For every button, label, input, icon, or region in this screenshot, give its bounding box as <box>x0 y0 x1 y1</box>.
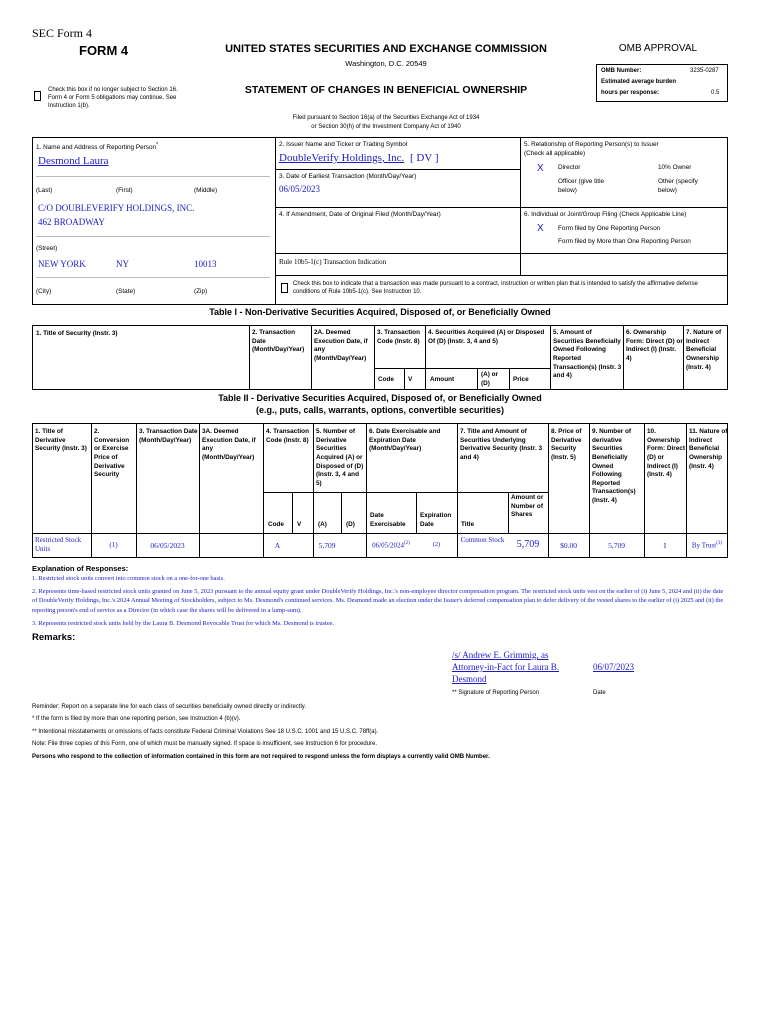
box1-label: 1. Name and Address of Reporting Person* <box>36 142 159 152</box>
one-person-check[interactable]: X <box>537 223 544 234</box>
t1-col2a: 2A. Deemed Execution Date, if any (Month/Day/Year) <box>314 329 368 362</box>
omb-number-value: 3235-0287 <box>690 68 719 74</box>
footer-note: Note: File three copies of this Form, one of which must be manually signed. If space is insufficient, see Instruction 6 for procedure. <box>32 741 378 747</box>
multi-person-label: Form filed by More than One Reporting Person <box>558 238 691 245</box>
t1-sub-v: V <box>408 376 413 383</box>
rule-10b5-label: Rule 10b5-1(c) Transaction Indication <box>279 258 387 266</box>
signature-line1: /s/ Andrew E. Grimmig, as <box>452 650 549 660</box>
director-check[interactable]: X <box>537 163 544 174</box>
t1-col1: 1. Title of Security (Instr. 3) <box>36 330 118 337</box>
omb-burden-label: Estimated average burden <box>601 79 677 85</box>
signature-line2: Attorney-in-Fact for Laura B. <box>452 662 559 672</box>
t2-sub-exercisable: Date Exercisable <box>370 512 406 528</box>
other-label: Other (specify below) <box>658 178 698 194</box>
t2-row-form: I <box>663 541 667 550</box>
section16-checkbox[interactable] <box>34 91 41 101</box>
t2-row-date: 06/05/2023 <box>150 541 185 550</box>
remarks-title: Remarks: <box>32 632 76 643</box>
commission-location: Washington, D.C. 20549 <box>345 59 427 68</box>
t1-col6: 6. Ownership Form: Direct (D) or Indirect (I) (Instr. 4) <box>626 329 683 362</box>
signature-line3: Desmond <box>452 674 487 684</box>
omb-number-label: OMB Number: <box>601 68 642 74</box>
issuer-ticker: [ DV ] <box>410 152 439 164</box>
t2-col7: 7. Title and Amount of Securities Underlying Derivative Security (Instr. 3 and 4) <box>460 428 543 461</box>
address-line2: 462 BROADWAY <box>38 217 105 227</box>
issuer-name[interactable]: DoubleVerify Holdings, Inc. <box>279 152 405 164</box>
box3-label: 3. Date of Earliest Transaction (Month/Day/Year) <box>279 173 417 180</box>
t2-col3a: 3A. Deemed Execution Date, if any (Month/Day/Year) <box>202 428 256 461</box>
city-label: (City) <box>36 288 52 295</box>
director-label: Director <box>558 164 581 171</box>
state-value: NY <box>116 259 129 269</box>
t2-col8: 8. Price of Derivative Security (Instr. 5) <box>551 428 582 461</box>
t1-col4: 4. Securities Acquired (A) or Disposed Of (D) (Instr. 3, 4 and 5) <box>428 329 545 345</box>
city-value: NEW YORK <box>38 259 86 269</box>
section16-text: Check this box if no longer subject to Section 16. Form 4 or Form 5 obligations may continue. See Instruction 1(b). <box>48 87 178 109</box>
t2-col6: 6. Date Exercisable and Expiration Date (Month/Day/Year) <box>369 428 441 453</box>
table2-subtitle: (e.g., puts, calls, warrants, options, convertible securities) <box>255 405 505 415</box>
officer-label: Officer (give title below) <box>558 178 605 194</box>
t1-col7: 7. Nature of Indirect Beneficial Ownership (Instr. 4) <box>686 329 722 371</box>
t2-row-owned: 5,709 <box>608 541 625 550</box>
t1-col3: 3. Transaction Code (Instr. 8) <box>377 329 420 345</box>
t2-row-underlying-title: Common Stock <box>460 536 505 544</box>
signature-date: 06/07/2023 <box>593 662 635 672</box>
footer-persons: Persons who respond to the collection of information contained in this form are not required to respond unless the form displays a currently valid OMB Number. <box>32 754 490 760</box>
t2-row-acquired: 5,709 <box>318 541 336 550</box>
explanation-item-2: 2. Represents time-based restricted stock units granted on June 5, 2023 pursuant to the annual equity grant under DoubleVerify Holdings, Inc.'s non-employee director compensation program. The restricted stock units vest on the earlier of (i) June 5, 2024 and (ii) the date of DoubleVerify Holdings, Inc.'s 2024 Annual Meeting of Stockholders, subject to Ms. Desmond's continued services. Ms. Desmond made an election under the Issuer's deferred compensation plan to defer delivery of the vested shares to the earlier of (i) 2025 and (ii) the reporting person's end of service as a Director (in which case the shares will be delivered in a lump-sum). <box>32 588 724 614</box>
t2-row-title: Restricted Stock Units <box>35 536 82 554</box>
t1-sub-code: Code <box>378 376 394 383</box>
t2-row-price: $0.00 <box>560 541 577 550</box>
box4-label: 4. If Amendment, Date of Original Filed (Month/Day/Year) <box>279 211 441 218</box>
box6-label: 6. Individual or Joint/Group Filing (Check Applicable Line) <box>524 211 687 218</box>
t2-col1: 1. Title of Derivative Security (Instr. 3) <box>35 428 87 453</box>
t2-col3: 3. Transaction Date (Month/Day/Year) <box>139 428 198 444</box>
t1-col5: 5. Amount of Securities Beneficially Owned Following Reported Transaction(s) (Instr. 3 and 4) <box>553 329 622 380</box>
rule-10b5-checkbox[interactable] <box>281 283 288 293</box>
t2-col5: 5. Number of Derivative Securities Acquired (A) or Disposed of (D) (Instr. 3, 4 and 5) <box>316 428 364 487</box>
middle-label: (Middle) <box>194 187 218 194</box>
omb-hours-label: hours per response: <box>601 90 660 96</box>
table1-title: Table I - Non-Derivative Securities Acquired, Disposed of, or Beneficially Owned <box>209 307 551 317</box>
t2-row-underlying-amount: 5,709 <box>516 539 540 550</box>
first-label: (First) <box>116 187 133 194</box>
t2-row-conversion: (1) <box>109 541 118 549</box>
t2-row-code: A <box>274 541 281 550</box>
t1-sub-price: Price <box>513 376 529 383</box>
t2-row-exercisable: 06/05/2024$^{(2)}$ <box>372 541 410 550</box>
t2-row-expiration: (2) <box>432 541 441 548</box>
address-line1: C/O DOUBLEVERIFY HOLDINGS, INC. <box>38 203 195 213</box>
commission-title: UNITED STATES SECURITIES AND EXCHANGE COMMISSION <box>225 43 547 55</box>
statement-title: STATEMENT OF CHANGES IN BENEFICIAL OWNERSHIP <box>244 84 528 96</box>
t1-sub-ad: (A) or (D) <box>481 371 499 387</box>
t2-sub-expiration: Expiration Date <box>420 512 452 528</box>
omb-title: OMB APPROVAL <box>618 43 698 54</box>
ten-pct-owner-label: 10% Owner <box>658 164 692 171</box>
t2-sub-title: Title <box>461 521 475 528</box>
explanation-item-3: 3. Represents restricted stock units held by the Laura B. Desmond Revocable Trust for which Ms. Desmond is trustee. <box>32 620 335 627</box>
t1-sub-amount: Amount <box>430 376 455 383</box>
filed-pursuant-line2: or Section 30(h) of the Investment Company Act of 1940 <box>311 124 461 130</box>
form-label: SEC Form 4 <box>32 26 93 40</box>
t1-col2: 2. Transaction Date (Month/Day/Year) <box>252 329 305 354</box>
t2-row-nature: By Trust$^{(3)}$ <box>691 541 723 550</box>
box2-label: 2. Issuer Name and Ticker or Trading Symbol <box>279 141 408 148</box>
table2-title: Table II - Derivative Securities Acquired, Disposed of, or Beneficially Owned <box>218 393 542 403</box>
rule-10b5-text: Check this box to indicate that a transaction was made pursuant to a contract, instruction or written plan that is intended to satisfy the affirmative defense conditions of Rule 10b5-1(c). See Instruction 10. <box>293 281 698 295</box>
state-label: (State) <box>116 288 136 295</box>
zip-value: 10013 <box>194 259 217 269</box>
footer-double-star: ** Intentional misstatements or omissions of facts constitute Federal Criminal Violations See 18 U.S.C. 1001 and 15 U.S.C. 78ff(a). <box>32 729 379 735</box>
t2-sub-amount: Amount or Number of Shares <box>511 494 544 519</box>
issuer-row <box>279 152 439 164</box>
t2-sub-v: V <box>297 521 302 528</box>
footer-reminder: Reminder: Report on a separate line for each class of securities beneficially owned directly or indirectly. <box>32 704 307 710</box>
box5-sublabel: (Check all applicable) <box>524 150 586 157</box>
t2-col11: 11. Nature of Indirect Beneficial Ownership (Instr. 4) <box>689 428 728 470</box>
last-label: (Last) <box>36 187 53 194</box>
form-title: FORM 4 <box>79 43 129 58</box>
footer-star: * If the form is filed by more than one reporting person, see Instruction 4 (b)(v). <box>32 716 241 722</box>
zip-label: (Zip) <box>194 288 208 295</box>
earliest-transaction-date: 06/05/2023 <box>279 184 321 194</box>
one-person-label: Form filed by One Reporting Person <box>558 225 661 232</box>
t2-sub-code: Code <box>268 521 284 528</box>
t2-col9: 9. Number of derivative Securities Beneficially Owned Following Reported Transaction(s) (Instr. 4) <box>592 428 636 505</box>
date-label: Date <box>593 690 606 696</box>
t2-sub-a: (A) <box>318 521 327 528</box>
explanation-item-1: 1. Restricted stock units convert into common stock on a one-for-one basis. <box>32 575 225 582</box>
signature-label: ** Signature of Reporting Person <box>452 690 540 696</box>
street-label: (Street) <box>36 245 58 252</box>
box5-label: 5. Relationship of Reporting Person(s) to Issuer <box>524 141 659 148</box>
t2-col4: 4. Transaction Code (Instr. 8) <box>266 428 309 444</box>
t2-sub-d: (D) <box>346 521 355 528</box>
omb-burden-value: 0.5 <box>711 90 720 96</box>
filed-pursuant-line1: Filed pursuant to Section 16(a) of the Securities Exchange Act of 1934 <box>292 115 480 121</box>
explanation-title: Explanation of Responses: <box>32 564 129 573</box>
reporting-person-name[interactable]: Desmond Laura <box>38 155 109 167</box>
t2-col2: 2. Conversion or Exercise Price of Derivative Security <box>94 428 130 479</box>
t2-col10: 10. Ownership Form: Direct (D) or Indirect (I) (Instr. 4) <box>647 428 685 479</box>
